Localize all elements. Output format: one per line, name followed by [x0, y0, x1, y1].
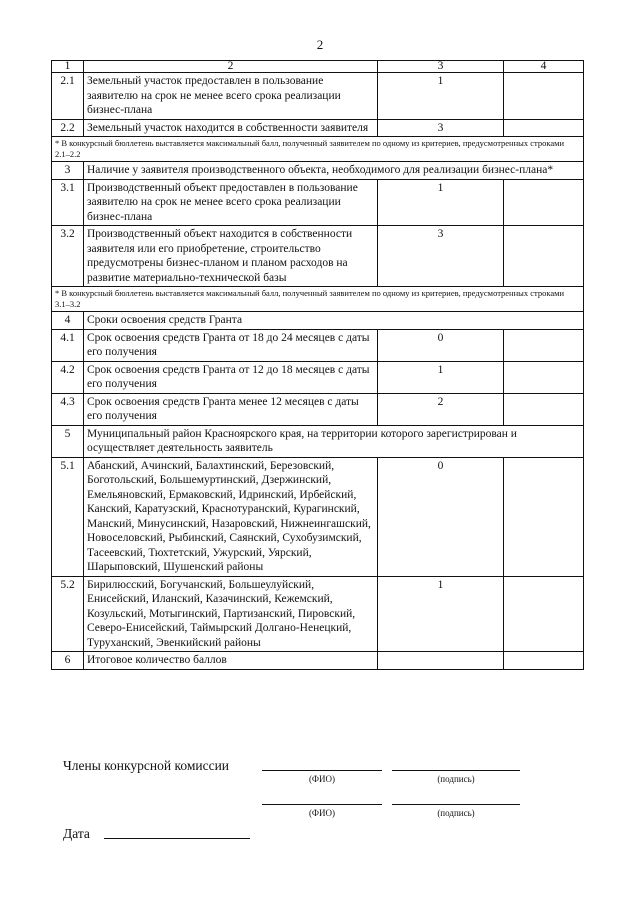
result-cell — [504, 329, 584, 361]
header-cell: 2 — [84, 61, 378, 73]
score-cell: 0 — [378, 457, 504, 576]
result-cell — [504, 179, 584, 226]
section-title: Сроки освоения средств Гранта — [84, 312, 584, 330]
date-line — [104, 838, 250, 839]
criteria-row — [52, 576, 584, 652]
criteria-row — [52, 119, 584, 137]
fio-line-2 — [262, 804, 382, 805]
row-number: 5.2 — [52, 576, 84, 652]
fio-caption-1: (ФИО) — [308, 774, 336, 784]
header-cell: 3 — [378, 61, 504, 73]
signature-line-1 — [392, 770, 520, 771]
row-number: 4 — [52, 312, 84, 330]
section-row — [52, 425, 584, 457]
criterion-text: Земельный участок находится в собственности заявителя — [84, 119, 378, 137]
section-row — [52, 312, 584, 330]
criteria-row — [52, 226, 584, 287]
result-cell — [504, 119, 584, 137]
date-label: Дата — [63, 826, 90, 841]
fio-line-1 — [262, 770, 382, 771]
result-cell — [504, 73, 584, 120]
result-cell — [504, 226, 584, 287]
criteria-table — [51, 60, 584, 670]
footnote-row — [52, 287, 584, 312]
criterion-text: Итоговое количество баллов — [84, 652, 378, 670]
score-cell: 3 — [378, 119, 504, 137]
criterion-text: Срок освоения средств Гранта менее 12 месяцев с даты его получения — [84, 393, 378, 425]
criteria-row — [52, 73, 584, 120]
section-title: Наличие у заявителя производственного объекта, необходимого для реализации бизнес-плана* — [84, 162, 584, 180]
score-cell: 1 — [378, 361, 504, 393]
score-cell: 1 — [378, 179, 504, 226]
footnote-text: * В конкурсный бюллетень выставляется максимальный балл, полученный заявителем по одному из критериев, предусмотренных строками 3.1–3.2 — [52, 287, 584, 312]
page-number: 2 — [316, 37, 324, 52]
result-cell — [504, 457, 584, 576]
section-row — [52, 162, 584, 180]
row-number: 2.1 — [52, 73, 84, 120]
result-cell — [504, 393, 584, 425]
header-cell: 4 — [504, 61, 584, 73]
row-number: 5 — [52, 425, 84, 457]
row-number: 3.1 — [52, 179, 84, 226]
score-cell — [378, 652, 504, 670]
row-number: 3 — [52, 162, 84, 180]
row-number: 4.2 — [52, 361, 84, 393]
signature-caption-1: (подпись) — [437, 774, 475, 784]
score-cell: 1 — [378, 576, 504, 652]
criteria-row — [52, 329, 584, 361]
criterion-text: Срок освоения средств Гранта от 12 до 18 месяцев с даты его получения — [84, 361, 378, 393]
criterion-text: Производственный объект находится в собственности заявителя или его приобретение, строительство предусмотрены бизнес-планом и планом расходов на развитие материально-технической базы — [84, 226, 378, 287]
result-cell — [504, 361, 584, 393]
table-header-row — [52, 61, 584, 73]
row-number: 2.2 — [52, 119, 84, 137]
row-number: 4.1 — [52, 329, 84, 361]
criteria-table-body — [52, 61, 584, 670]
row-number: 3.2 — [52, 226, 84, 287]
footnote-row — [52, 137, 584, 162]
row-number: 6 — [52, 652, 84, 670]
commission-members-label: Члены конкурсной комиссии — [63, 758, 230, 773]
criterion-text: Земельный участок предоставлен в пользование заявителю на срок не менее всего срока реализации бизнес-плана — [84, 73, 378, 120]
criterion-text: Производственный объект предоставлен в пользование заявителю на срок не менее всего срока реализации бизнес-плана — [84, 179, 378, 226]
row-number: 5.1 — [52, 457, 84, 576]
criteria-row — [52, 179, 584, 226]
result-cell — [504, 576, 584, 652]
header-cell: 1 — [52, 61, 84, 73]
score-cell: 2 — [378, 393, 504, 425]
criteria-row — [52, 393, 584, 425]
score-cell: 3 — [378, 226, 504, 287]
score-cell: 1 — [378, 73, 504, 120]
result-cell — [504, 652, 584, 670]
score-cell: 0 — [378, 329, 504, 361]
criterion-text: Срок освоения средств Гранта от 18 до 24 месяцев с даты его получения — [84, 329, 378, 361]
criteria-row — [52, 652, 584, 670]
signature-caption-2: (подпись) — [437, 808, 475, 818]
signature-line-2 — [392, 804, 520, 805]
section-title: Муниципальный район Красноярского края, на территории которого зарегистрирован и осуществляет деятельность заявитель — [84, 425, 584, 457]
criteria-row — [52, 361, 584, 393]
criteria-row — [52, 457, 584, 576]
row-number: 4.3 — [52, 393, 84, 425]
criterion-text: Бирилюсский, Богучанский, Большеулуйский, Енисейский, Иланский, Казачинский, Кежемский, Козульский, Мотыгинский, Партизанский, Пировский, Северо-Енисейский, Таймырский Долгано-Ненецкий, Туруханский, Эвенкийский районы — [84, 576, 378, 652]
criterion-text: Абанский, Ачинский, Балахтинский, Березовский, Боготольский, Большемуртинский, Дзержинский, Емельяновский, Ермаковский, Идринский, Ирбейский, Канский, Каратузский, Краснотуранский, Курагинский, Манский, Минусинский, Назаровский, Нижнеингашский, Новоселовский, Рыбинский, Саянский, Сухобузимский, Тасеевский, Тюхтетский, Ужурский, Уярский, Шарыповский, Шушенский районы — [84, 457, 378, 576]
fio-caption-2: (ФИО) — [308, 808, 336, 818]
footnote-text: * В конкурсный бюллетень выставляется максимальный балл, полученный заявителем по одному из критериев, предусмотренных строками 2.1–2.2 — [52, 137, 584, 162]
